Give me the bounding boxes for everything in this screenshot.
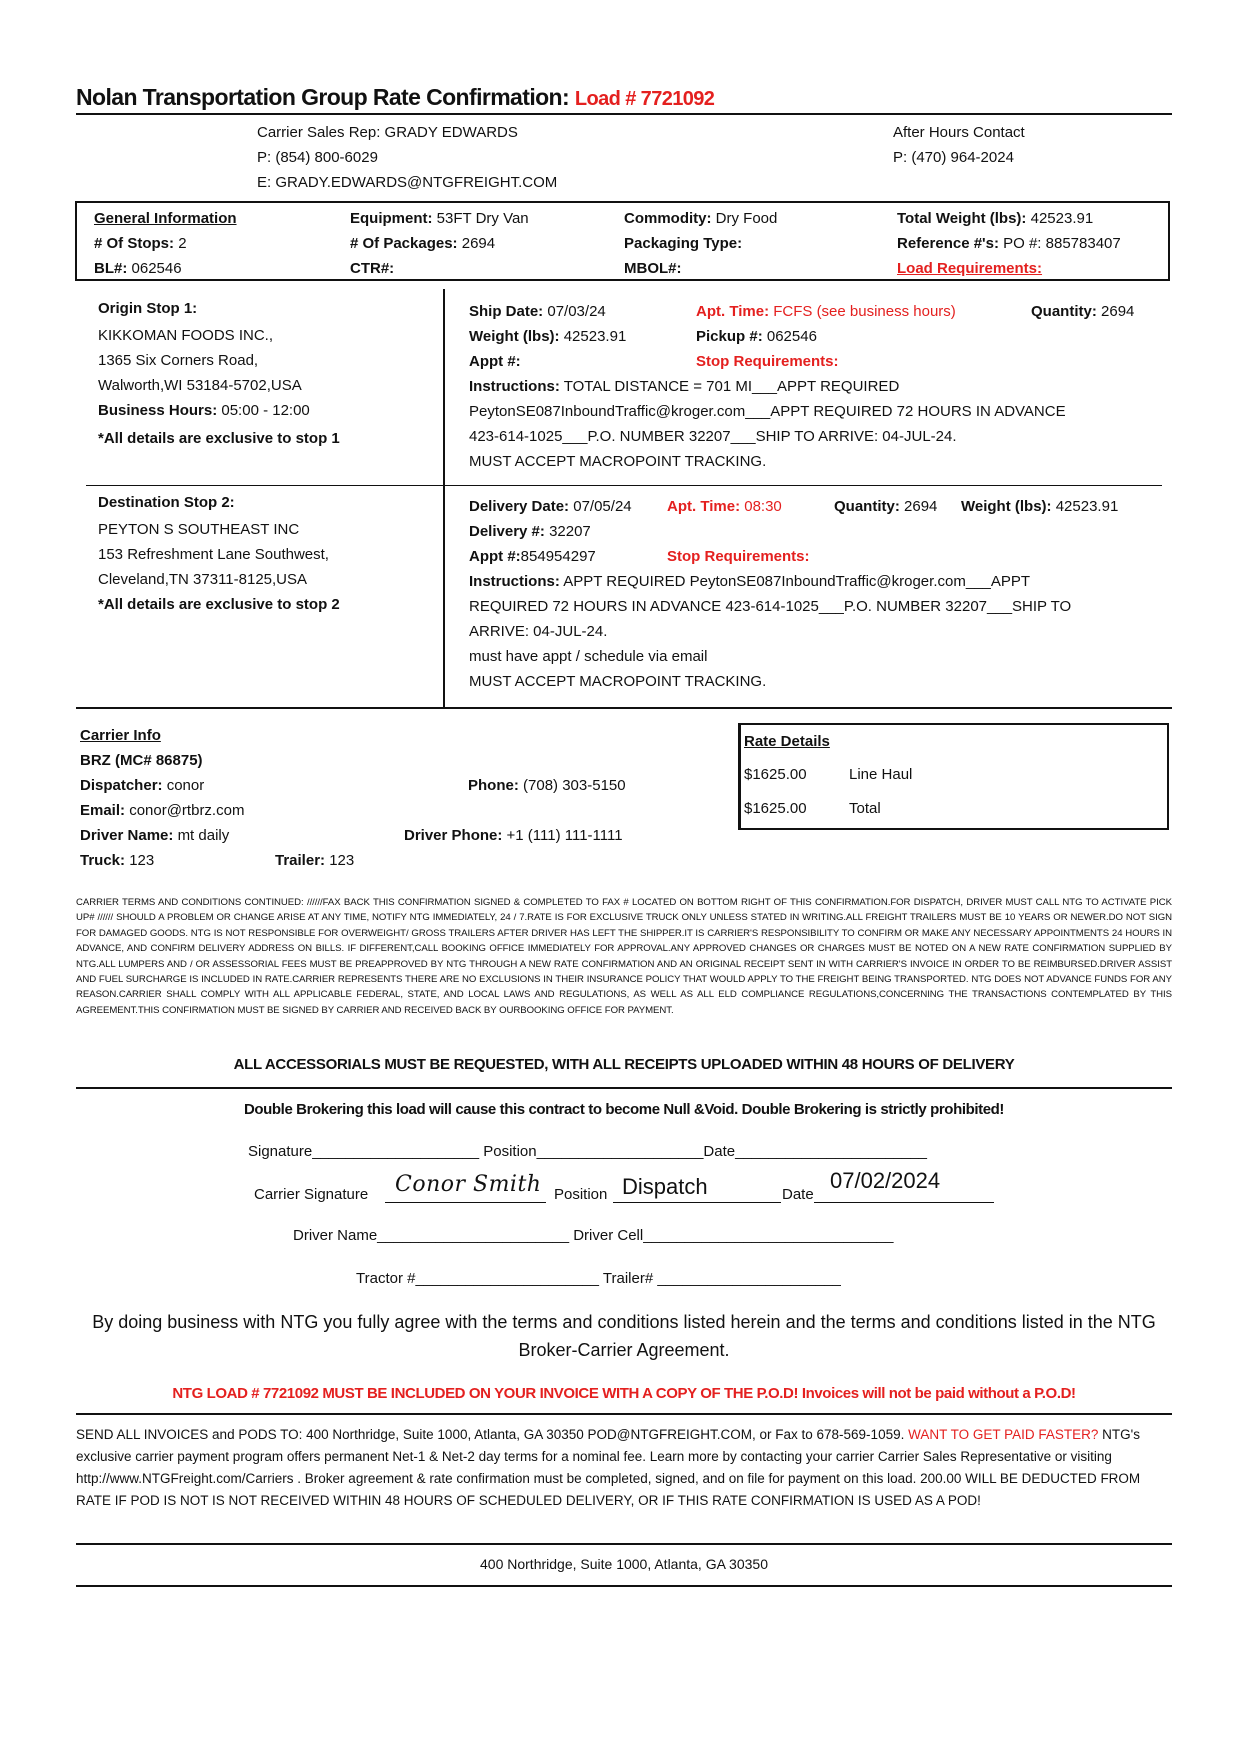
- dispatcher: [80, 777, 204, 794]
- pickup-number: [696, 328, 817, 345]
- page-title: [76, 84, 714, 111]
- stops-bottom-divider: [76, 707, 1172, 709]
- packaging-type-label: Packaging Type:: [624, 235, 743, 252]
- delivery-number-label: Delivery #:: [469, 523, 545, 540]
- double-brokering-notice: Double Brokering this load will cause this contract to become Null &Void. Double Brokering is strictly prohibited!: [243, 1101, 1005, 1118]
- dest-appt-time: [667, 498, 782, 515]
- commodity: [624, 210, 777, 227]
- mbol-label: MBOL#:: [624, 260, 682, 277]
- dest-instructions-5: MUST ACCEPT MACROPOINT TRACKING.: [469, 673, 767, 690]
- bl-label: BL#:: [94, 260, 128, 277]
- footer-address: 400 Northridge, Suite 1000, Atlanta, GA 30350: [480, 1556, 768, 1572]
- signature-line[interactable]: Signature____________________ Position____________________Date_______________________: [248, 1143, 927, 1160]
- total-weight-label: Total Weight (lbs):: [897, 210, 1027, 227]
- truck-label: Truck:: [80, 852, 126, 869]
- total-amount: $1625.00: [744, 800, 807, 817]
- bl-value: 062546: [131, 260, 182, 277]
- origin-weight: [469, 328, 626, 345]
- business-hours-value: 05:00 - 12:00: [221, 402, 310, 419]
- delivery-date-value: 07/05/24: [573, 498, 632, 515]
- origin-stop-requirements: Stop Requirements:: [696, 353, 839, 370]
- origin-weight-label: Weight (lbs):: [469, 328, 560, 345]
- carrier-phone-label: Phone:: [468, 777, 519, 794]
- origin-heading: Origin Stop 1:: [98, 300, 198, 317]
- agreement-text: By doing business with NTG you fully agree with the terms and conditions listed herein and the terms and conditions listed in the NTG Broker-Carrier Agreement.: [92, 1312, 1156, 1360]
- dest-appt-time-label: Apt. Time:: [667, 498, 741, 515]
- dest-instructions-3: ARRIVE: 04-JUL-24.: [469, 623, 608, 640]
- packages: [350, 235, 495, 252]
- ctr-label: CTR#:: [350, 260, 395, 277]
- trailer: [275, 852, 354, 869]
- dest-name: PEYTON S SOUTHEAST INC: [98, 521, 300, 538]
- after-hours-phone: P: (470) 964-2024: [893, 149, 1014, 166]
- reference-value: PO #: 885783407: [1003, 235, 1121, 252]
- date-value: 07/02/2024: [830, 1168, 941, 1193]
- driver-phone-label: Driver Phone:: [404, 827, 503, 844]
- footer-invoicing: [76, 1424, 1172, 1512]
- origin-address-2: Walworth,WI 53184-5702,USA: [98, 377, 302, 394]
- dest-weight: [961, 498, 1118, 515]
- dest-weight-label: Weight (lbs):: [961, 498, 1052, 515]
- stops-value: 2: [178, 235, 187, 252]
- line-haul-label: Line Haul: [849, 766, 913, 783]
- after-hours-label: After Hours Contact: [893, 124, 1025, 141]
- payment-program-text: NTG's exclusive carrier payment program offers permanent Net-1 & Net-2 day terms for a nominal fee. Learn more by contacting your carrier Carrier Sales Representative or visiting http://www.NTGFreight.com/Carriers . Broker agreement & rate confirmation must be completed, signed, and on file for payment on this load. 200.00 WILL BE DEDUCTED FROM RATE IF POD IS NOT IS NOT RECEIVED WITHIN 48 HOURS OF SCHEDULED DELIVERY, OR IF THIS RATE CONFIRMATION IS USED AS A POD!: [76, 1427, 1141, 1508]
- equipment: [350, 210, 529, 227]
- origin-appt-number-label: Appt #:: [469, 353, 521, 370]
- position-value: Dispatch: [622, 1174, 708, 1199]
- origin-quantity-label: Quantity:: [1031, 303, 1097, 320]
- dest-heading: Destination Stop 2:: [98, 494, 235, 511]
- dest-weight-value: 42523.91: [1055, 498, 1119, 515]
- stops-vertical-divider: [443, 289, 445, 707]
- delivery-date: [469, 498, 632, 515]
- rate-details-left-border: [740, 725, 741, 828]
- carrier-phone-value: (708) 303-5150: [523, 777, 626, 794]
- carrier-phone: [468, 777, 626, 794]
- trailer-label: Trailer:: [275, 852, 326, 869]
- dest-instructions-4: must have appt / schedule via email: [469, 648, 708, 665]
- driver-signature-line[interactable]: Driver Name_______________________ Driver Cell______________________________: [293, 1227, 894, 1244]
- driver-name: [80, 827, 229, 844]
- footer-divider-bottom: [76, 1585, 1172, 1587]
- ship-date: [469, 303, 606, 320]
- carrier-email: [80, 802, 244, 819]
- total-weight-value: 42523.91: [1030, 210, 1094, 227]
- dest-address-1: 153 Refreshment Lane Southwest,: [98, 546, 329, 563]
- carrier-terms: CARRIER TERMS AND CONDITIONS CONTINUED: //////FAX BACK THIS CONFIRMATION SIGNED & COMPLETED TO FAX # LOCATED ON BOTTOM RIGHT OF THIS CONFIRMATION.FOR DISPATCH, DRIVER MUST CALL NTG TO ACTIVATE PICK UP# ////// SHOULD A PROBLEM OR CHANGE ARISE AT ANY TIME, NOTIFY NTG IMMEDIATELY, 24 / 7.RATE IS FOR EXCLUSIVE TRUCK ONLY UNLESS STATED IN WRITING.ALL FREIGHT TRAILERS MUST BE 10 YEARS OR NEWER.DO NOT SIGN FOR DAMAGED GOODS. NTG IS NOT RESPONSIBLE FOR OVERWEIGHT/ GROSS TRAILERS AFTER DRIVER HAS LEFT THE SHIPPER.IT IS CARRIER'S RESPONSIBILITY TO CONFIRM OR MAKE ANY NECESSARY APPOINTMENTS 24 HOURS IN ADVANCE, AND CONFIRM DELIVERY ADDRESS ON BILLS. IF DIFFERENT,CALL BOOKING OFFICE IMMEDIATELY FOR APPROVAL.ANY APPROVED CHANGES OR CHARGES MUST BE NOTED ON A NEW RATE CONFIRMATION SUPPLIED BY NTG.ALL LUMPERS AND / OR ASSESSORIAL FEES MUST BE PREAPPROVED BY NTG THROUGH A NEW RATE CONFIRMATION AND AN ORIGINAL RECEIPT SENT IN WITH CARRIER'S INVOICE IN ORDER TO BE REIMBURSED.DRIVER ASSIST AND FUEL SURCHARGE IS INCLUDED IN RATE.CARRIER REPRESENTS THERE ARE NO EXCLUSIONS IN THEIR INSURANCE POLICY THAT WOULD APPLY TO THE FREIGHT BEING TRANSPORTED. NTG DOES NOT ADVANCE FUNDS FOR ANY REASON.CARRIER SHALL COMPLY WITH ALL APPLICABLE FEDERAL, STATE, AND LOCAL LAWS AND REGULATIONS, AS WELL AS ALL ELD COMPLIANCE REGULATIONS,CONCERNING THE TRANSACTIONS CONTEMPLATED BY THIS AGREEMENT.THIS CONFIRMATION MUST BE SIGNED BY CARRIER AND RECEIVED BACK BY OURBOOKING OFFICE FOR PAYMENT.: [76, 897, 1172, 1016]
- business-hours-label: Business Hours:: [98, 402, 218, 419]
- ship-date-value: 07/03/24: [547, 303, 606, 320]
- date-label: Date: [782, 1186, 814, 1203]
- delivery-number-value: 32207: [549, 523, 591, 540]
- packages-value: 2694: [461, 235, 496, 252]
- pickup-value: 062546: [766, 328, 817, 345]
- commodity-value: Dry Food: [715, 210, 778, 227]
- origin-appt-time-value: FCFS (see business hours): [773, 303, 956, 320]
- carrier-name: BRZ (MC# 86875): [80, 752, 203, 769]
- origin-appt-time-label: Apt. Time:: [696, 303, 770, 320]
- dest-appt-time-value: 08:30: [744, 498, 782, 515]
- rate-details-heading: Rate Details: [744, 733, 830, 750]
- tractor-trailer-line[interactable]: Tractor #______________________ Trailer# ______________________: [356, 1270, 841, 1287]
- equipment-label: Equipment:: [350, 210, 433, 227]
- sales-rep-phone: P: (854) 800-6029: [257, 149, 378, 166]
- dest-appt-number-label: Appt #:: [469, 548, 521, 565]
- rate-row-total: [744, 800, 881, 817]
- title-text: Nolan Transportation Group Rate Confirmation:: [76, 84, 570, 110]
- driver-phone: [404, 827, 623, 844]
- origin-business-hours: [98, 402, 310, 419]
- ship-date-label: Ship Date:: [469, 303, 544, 320]
- origin-instructions-label: Instructions:: [469, 378, 560, 395]
- stops-label: # Of Stops:: [94, 235, 175, 252]
- send-invoices-text: SEND ALL INVOICES and PODS TO: 400 Northridge, Suite 1000, Atlanta, GA 30350 POD@NTGFREIGHT.COM, or Fax to 678-569-1059.: [76, 1427, 905, 1442]
- packages-label: # Of Packages:: [350, 235, 458, 252]
- total-label: Total: [849, 800, 881, 817]
- carrier-signature-label: Carrier Signature: [254, 1186, 369, 1203]
- carrier-info-heading: Carrier Info: [80, 727, 161, 744]
- dest-instructions-1: [469, 573, 1030, 590]
- delivery-date-label: Delivery Date:: [469, 498, 570, 515]
- dest-quantity-label: Quantity:: [834, 498, 900, 515]
- invoice-divider: [76, 1413, 1172, 1415]
- origin-weight-value: 42523.91: [563, 328, 627, 345]
- accessorials-notice: ALL ACCESSORIALS MUST BE REQUESTED, WITH ALL RECEIPTS UPLOADED WITHIN 48 HOURS OF DELIVERY: [233, 1056, 1015, 1073]
- origin-quantity: [1031, 303, 1134, 320]
- origin-exclusive-note: *All details are exclusive to stop 1: [98, 430, 340, 447]
- pickup-label: Pickup #:: [696, 328, 763, 345]
- dest-stop-requirements: Stop Requirements:: [667, 548, 810, 565]
- truck: [80, 852, 154, 869]
- dest-appt-number-value: 854954297: [520, 548, 596, 565]
- driver-name-label: Driver Name:: [80, 827, 174, 844]
- equipment-value: 53FT Dry Van: [436, 210, 529, 227]
- origin-instructions-1: [469, 378, 899, 395]
- dispatcher-value: conor: [166, 777, 205, 794]
- dest-exclusive-note: *All details are exclusive to stop 2: [98, 596, 340, 613]
- commodity-label: Commodity:: [624, 210, 712, 227]
- accessorials-divider: [76, 1087, 1172, 1089]
- footer-divider-top: [76, 1543, 1172, 1545]
- dest-quantity: [834, 498, 937, 515]
- carrier-signature-value: Conor Smith: [395, 1172, 542, 1197]
- origin-appt-time: [696, 303, 956, 320]
- origin-instructions-2: PeytonSE087InboundTraffic@kroger.com___APPT REQUIRED 72 HOURS IN ADVANCE: [469, 403, 1066, 420]
- sales-rep-email[interactable]: E: GRADY.EDWARDS@NTGFREIGHT.COM: [257, 174, 558, 191]
- total-weight: [897, 210, 1093, 227]
- trailer-value: 123: [329, 852, 355, 869]
- line-haul-amount: $1625.00: [744, 766, 807, 783]
- general-info-heading: General Information: [94, 210, 237, 227]
- stop-divider: [86, 485, 1162, 486]
- origin-quantity-value: 2694: [1101, 303, 1135, 320]
- position-label: Position: [554, 1186, 608, 1203]
- reference-label: Reference #'s:: [897, 235, 999, 252]
- origin-address-1: 1365 Six Corners Road,: [98, 352, 259, 369]
- bl-number: [94, 260, 182, 277]
- want-paid-faster[interactable]: WANT TO GET PAID FASTER?: [908, 1427, 1099, 1442]
- dest-instructions-2: REQUIRED 72 HOURS IN ADVANCE 423-614-1025___P.O. NUMBER 32207___SHIP TO: [469, 598, 1072, 615]
- rate-row-line-haul: [744, 766, 913, 783]
- dest-appt-number: [469, 548, 596, 565]
- stops-count: [94, 235, 187, 252]
- dest-quantity-value: 2694: [904, 498, 938, 515]
- dest-instructions-text: APPT REQUIRED PeytonSE087InboundTraffic@kroger.com___APPT: [563, 573, 1031, 590]
- invoice-notice: NTG LOAD # 7721092 MUST BE INCLUDED ON YOUR INVOICE WITH A COPY OF THE P.O.D! Invoices will not be paid without a P.O.D!: [172, 1385, 1076, 1402]
- carrier-email-value[interactable]: conor@rtbrz.com: [129, 802, 245, 819]
- dest-instructions-label: Instructions:: [469, 573, 560, 590]
- reference-numbers: [897, 235, 1121, 252]
- header-divider: [76, 113, 1172, 115]
- origin-instructions-3: 423-614-1025___P.O. NUMBER 32207___SHIP TO ARRIVE: 04-JUL-24.: [469, 428, 957, 445]
- load-number: Load # 7721092: [574, 88, 715, 110]
- dispatcher-label: Dispatcher:: [80, 777, 163, 794]
- truck-value: 123: [129, 852, 155, 869]
- origin-name: KIKKOMAN FOODS INC.,: [98, 327, 274, 344]
- delivery-number: [469, 523, 591, 540]
- carrier-email-label: Email:: [80, 802, 126, 819]
- load-requirements-link[interactable]: Load Requirements:: [897, 260, 1043, 277]
- dest-address-2: Cleveland,TN 37311-8125,USA: [98, 571, 308, 588]
- driver-name-value: mt daily: [177, 827, 230, 844]
- driver-phone-value: +1 (111) 111-1111: [506, 827, 623, 844]
- sales-rep: Carrier Sales Rep: GRADY EDWARDS: [257, 124, 518, 141]
- origin-instructions-4: MUST ACCEPT MACROPOINT TRACKING.: [469, 453, 767, 470]
- origin-instructions-text: TOTAL DISTANCE = 701 MI___APPT REQUIRED: [563, 378, 900, 395]
